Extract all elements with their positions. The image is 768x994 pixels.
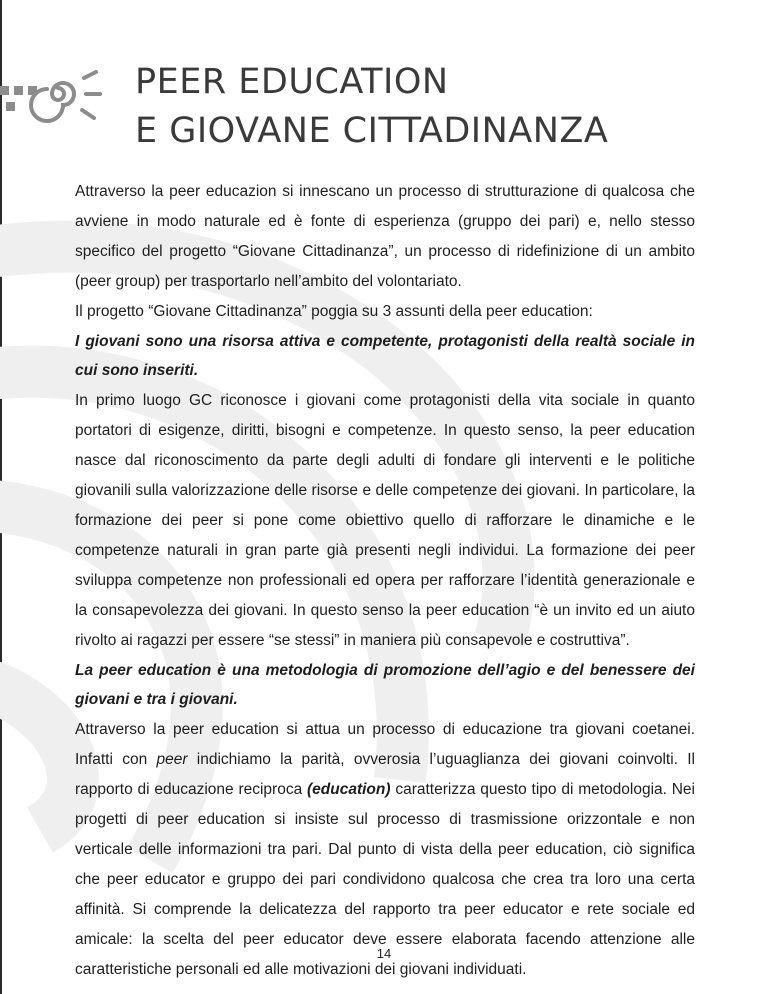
section-2-text-a: Attraverso la peer education si attua un processo di educazione tra giovani coetanei. Infatti con xyxy=(75,721,695,769)
section-2-paragraph xyxy=(75,715,695,984)
section-2-text-c: caratterizza questo tipo di metodologia. Nei progetti di peer education si insiste sul processo di trasmissione orizzontale e non verticale delle informazioni tra pari. Dal punto di vista della peer education, ciò significa che peer educator e gruppo dei pari condividono qualcosa che crea tra loro una certa affinità. Si comprende la delicatezza del rapporto tra peer educator e rete sociale ed amicale: la scelta del peer educator deve essere elaborata facendo attenzione alle caratteristiche personali ed alle motivazioni dei giovani individuati. xyxy=(75,781,695,978)
article-body xyxy=(75,177,695,984)
page-number: 14 xyxy=(376,946,392,961)
section-1-heading: I giovani sono una risorsa attiva e competente, protagonisti della realtà sociale in cui sono inseriti. xyxy=(75,332,695,380)
section-1-paragraph: In primo luogo GC riconosce i giovani come protagonisti della vita sociale in quanto portatori di esigenze, diritti, bisogni e competenze. In questo senso, la peer education nasce dal riconoscimento da parte degli adulti di fondare gli interventi e le politiche giovanili sulla valorizzazione delle risorse e delle competenze dei giovani. In particolare, la formazione dei peer si pone come obiettivo quello di rafforzare le dinamiche e le competenze naturali in gran parte già presenti negli individui. La formazione dei peer sviluppa competenze non professionali ed opera per rafforzare l’identità generazionale e la consapevolezza dei giovani. In questo senso la peer education “è un invito ed un aiuto rivolto ai ragazzi per essere “se stessi” in maniera più consapevole e costruttiva”. xyxy=(75,392,695,649)
education-term: (education) xyxy=(307,781,391,799)
section-2-heading: La peer education è una metodologia di promozione dell’agio e del benessere dei giovani e tra i giovani. xyxy=(75,661,695,709)
intro-statement: Il progetto “Giovane Cittadinanza” poggia su 3 assunti della peer education: xyxy=(75,302,593,320)
title-line-1: PEER EDUCATION xyxy=(135,62,449,102)
intro-paragraph: Attraverso la peer educazion si innescano un processo di strutturazione di qualcosa che avviene in modo naturale ed è fonte di esperienza (gruppo dei pari) e, nello stesso specifico del progetto “Giovane Cittadinanza”, un processo di ridefinizione di un ambito (peer group) per trasportarlo nell’ambito del volontariato. xyxy=(75,183,695,290)
title-line-2: E GIOVANE CITTADINANZA xyxy=(135,111,609,151)
peer-term: peer xyxy=(156,751,188,769)
section-2-text-b: indichiamo la parità, ovverosia l’uguaglianza dei giovani coinvolti. Il rapporto di educazione reciproca xyxy=(75,751,696,799)
sun-logo-icon xyxy=(0,64,110,144)
page-title xyxy=(135,58,608,156)
